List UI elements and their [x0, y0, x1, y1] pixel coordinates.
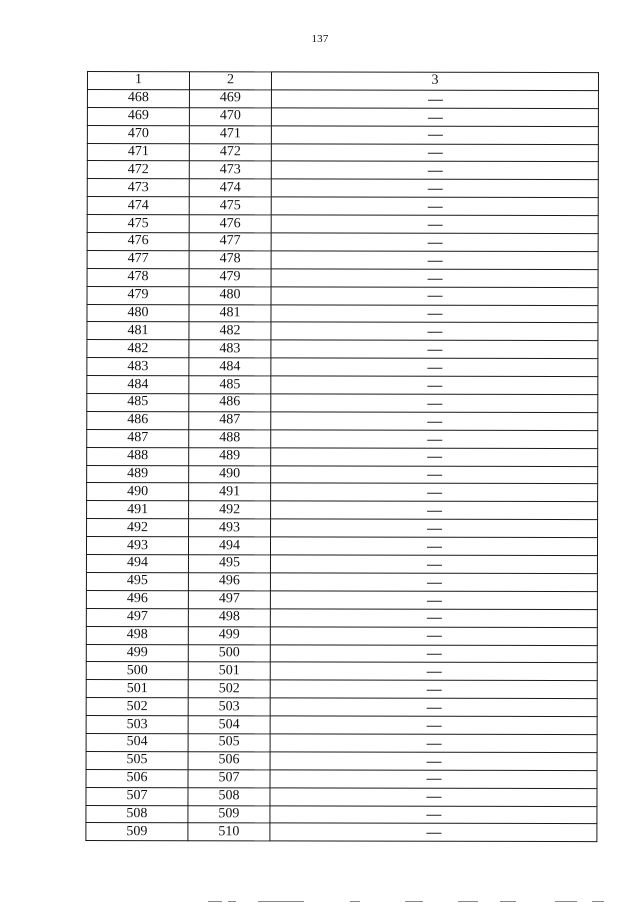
table-cell-col-2: 482	[189, 322, 271, 340]
dash-mark	[427, 511, 442, 512]
table-row	[86, 805, 597, 824]
table-cell-col-1: 507	[86, 787, 188, 805]
table-cell-col-3	[271, 90, 598, 109]
table-row	[87, 501, 598, 520]
dash-mark	[427, 547, 442, 548]
table-cell-col-1: 488	[87, 447, 189, 465]
table-cell-col-3	[271, 269, 598, 288]
table-cell-col-2: 492	[189, 501, 271, 519]
dash-mark	[426, 636, 441, 637]
table-cell-col-3	[270, 591, 597, 610]
table-cell-col-3	[270, 555, 597, 574]
table-row	[86, 823, 597, 842]
dash-mark	[427, 421, 442, 422]
dash-mark	[427, 242, 442, 243]
table-row	[86, 590, 597, 609]
dash-mark	[427, 153, 442, 154]
table-cell-col-1: 468	[87, 89, 189, 107]
table-cell-col-1: 509	[86, 823, 188, 841]
table-cell-col-2: 501	[188, 662, 270, 680]
table-cell-col-1: 477	[87, 250, 189, 268]
table-cell-col-1: 483	[87, 358, 189, 376]
table-cell-col-3	[270, 626, 597, 645]
dash-mark	[427, 296, 442, 297]
table-cell-col-3	[271, 108, 598, 127]
table-cell-col-2: 476	[189, 215, 271, 233]
dash-mark	[426, 761, 441, 762]
table-cell-col-1: 476	[87, 233, 189, 251]
table-cell-col-1: 493	[86, 537, 188, 555]
table-row	[86, 698, 597, 717]
table-cell-col-3	[271, 161, 598, 180]
table-row	[87, 107, 598, 126]
table-cell-col-3	[270, 662, 597, 681]
table-cell-col-1: 479	[87, 286, 189, 304]
table-cell-col-1: 508	[86, 805, 188, 823]
table-row	[87, 250, 598, 269]
table-row	[87, 286, 598, 305]
table-cell-col-2: 504	[188, 716, 270, 734]
table-cell-col-1: 503	[86, 716, 188, 734]
dash-mark	[426, 672, 441, 673]
table-row	[87, 483, 598, 502]
table-header-row	[87, 72, 598, 91]
table-cell-col-3	[271, 394, 598, 413]
table-cell-col-1: 505	[86, 751, 188, 769]
table-cell-col-3	[270, 788, 597, 807]
dash-mark	[427, 403, 442, 404]
table-cell-col-3	[271, 251, 598, 270]
table-row	[87, 197, 598, 216]
table-row	[87, 179, 598, 198]
table-row	[87, 322, 598, 341]
table-row	[87, 358, 598, 377]
table-cell-col-3	[271, 448, 598, 467]
table-row	[86, 787, 597, 806]
table-header	[87, 72, 598, 91]
table-row	[86, 644, 597, 663]
table-cell-col-1: 471	[87, 143, 189, 161]
table-cell-col-3	[271, 519, 598, 538]
dash-mark	[427, 457, 442, 458]
dash-mark	[427, 332, 442, 333]
table-cell-col-2: 507	[188, 769, 270, 787]
table-cell-col-2: 489	[189, 447, 271, 465]
table-row	[86, 537, 597, 556]
table-row	[87, 304, 598, 323]
table-cell-col-2: 498	[188, 608, 270, 626]
table-cell-col-1: 485	[87, 394, 189, 412]
dash-mark	[427, 314, 442, 315]
table-cell-col-3	[271, 483, 598, 502]
table-cell-col-2: 480	[189, 286, 271, 304]
table-cell-col-2: 500	[188, 644, 270, 662]
table-cell-col-3	[270, 609, 597, 628]
table-row	[87, 519, 598, 538]
table-cell-col-3	[271, 340, 598, 359]
table-row	[86, 716, 597, 735]
table-row	[86, 733, 597, 752]
table-cell-col-3	[271, 358, 598, 377]
table-cell-col-2: 499	[188, 626, 270, 644]
table-cell-col-1: 484	[87, 376, 189, 394]
dash-mark	[426, 815, 441, 816]
table-cell-col-2: 510	[188, 823, 270, 841]
table-cell-col-3	[270, 734, 597, 753]
table-cell-col-1: 481	[87, 322, 189, 340]
dash-mark	[427, 260, 442, 261]
table-cell-col-2: 486	[189, 394, 271, 412]
table-cell-col-3	[271, 376, 598, 395]
table-cell-col-2: 505	[188, 734, 270, 752]
table-row	[87, 340, 598, 359]
table-row	[87, 233, 598, 252]
dash-mark	[427, 99, 442, 100]
table-cell-col-2: 474	[189, 179, 271, 197]
table-cell-col-1: 498	[86, 626, 188, 644]
table-row	[87, 411, 598, 430]
dash-mark	[426, 618, 441, 619]
dash-mark	[427, 368, 442, 369]
table-row	[87, 125, 598, 144]
column-header-2: 2	[189, 72, 271, 90]
table-cell-col-2: 502	[188, 680, 270, 698]
table-cell-col-1: 482	[87, 340, 189, 358]
dash-mark	[427, 475, 442, 476]
table-cell-col-1: 469	[87, 107, 189, 125]
table-cell-col-3	[270, 823, 597, 842]
table-cell-col-2: 479	[189, 269, 271, 287]
dash-mark	[426, 725, 441, 726]
table-cell-col-1: 470	[87, 125, 189, 143]
table-cell-col-2: 491	[189, 483, 271, 501]
table-cell-col-1: 480	[87, 304, 189, 322]
table-cell-col-2: 475	[189, 197, 271, 215]
table-cell-col-2: 471	[189, 125, 271, 143]
table-cell-col-1: 489	[87, 465, 189, 483]
table-row	[87, 268, 598, 287]
dash-mark	[426, 564, 441, 565]
table-cell-col-1: 504	[86, 733, 188, 751]
table-cell-col-1: 502	[86, 698, 188, 716]
dash-mark	[427, 529, 442, 530]
table-cell-col-1: 497	[86, 608, 188, 626]
table-cell-col-1: 472	[87, 161, 189, 179]
scan-artifact	[200, 899, 630, 905]
table-cell-col-3	[271, 197, 598, 216]
table-body	[86, 89, 599, 841]
column-header-1: 1	[87, 72, 189, 90]
dash-mark	[427, 117, 442, 118]
table-cell-col-2: 473	[189, 161, 271, 179]
table-row	[86, 680, 597, 699]
table-cell-col-3	[271, 126, 598, 145]
table-cell-col-1: 495	[86, 572, 188, 590]
table-row	[87, 465, 598, 484]
table-cell-col-3	[270, 716, 597, 735]
table-cell-col-3	[271, 322, 598, 341]
table-cell-col-3	[271, 233, 598, 252]
table-cell-col-3	[270, 698, 597, 717]
table-cell-col-3	[271, 465, 598, 484]
table-cell-col-3	[271, 179, 598, 198]
table-cell-col-2: 493	[189, 519, 271, 537]
table-cell-col-3	[271, 215, 598, 234]
dash-mark	[426, 779, 441, 780]
table-row	[86, 662, 597, 681]
table-cell-col-2: 478	[189, 251, 271, 269]
table-cell-col-3	[270, 752, 597, 771]
table-row	[86, 572, 597, 591]
table-cell-col-3	[270, 770, 597, 789]
table-cell-col-3	[270, 805, 597, 824]
table-cell-col-2: 494	[188, 537, 270, 555]
table-row	[87, 89, 598, 108]
table-row	[87, 376, 598, 395]
table-cell-col-1: 478	[87, 268, 189, 286]
data-table-wrapper	[85, 71, 598, 842]
dash-mark	[426, 833, 441, 834]
dash-mark	[426, 582, 441, 583]
table-row	[86, 751, 597, 770]
table-cell-col-2: 503	[188, 698, 270, 716]
table-cell-col-2: 509	[188, 805, 270, 823]
dash-mark	[427, 350, 442, 351]
dash-mark	[427, 439, 442, 440]
table-row	[87, 394, 598, 413]
table-cell-col-2: 487	[189, 412, 271, 430]
dash-mark	[427, 225, 442, 226]
table-cell-col-2: 506	[188, 752, 270, 770]
table-cell-col-1: 475	[87, 215, 189, 233]
table-cell-col-2: 470	[189, 107, 271, 125]
dash-mark	[426, 743, 441, 744]
column-header-3: 3	[271, 72, 598, 91]
table-cell-col-3	[271, 412, 598, 431]
table-cell-col-3	[270, 573, 597, 592]
table-row	[86, 608, 597, 627]
dash-mark	[427, 386, 442, 387]
dash-mark	[426, 708, 441, 709]
table-cell-col-3	[271, 143, 598, 162]
table-cell-col-3	[270, 680, 597, 699]
table-row	[87, 161, 598, 180]
dash-mark	[426, 654, 441, 655]
table-row	[86, 769, 597, 788]
table-row	[86, 555, 597, 574]
table-cell-col-1: 501	[86, 680, 188, 698]
table-row	[87, 143, 598, 162]
dash-mark	[427, 207, 442, 208]
dash-mark	[427, 278, 442, 279]
table-cell-col-1: 473	[87, 179, 189, 197]
dash-mark	[427, 189, 442, 190]
table-cell-col-1: 496	[86, 590, 188, 608]
table-cell-col-1: 500	[86, 662, 188, 680]
table-cell-col-3	[271, 304, 598, 323]
dash-mark	[427, 171, 442, 172]
table-cell-col-3	[271, 501, 598, 520]
table-cell-col-1: 506	[86, 769, 188, 787]
table-cell-col-2: 497	[188, 591, 270, 609]
table-cell-col-2: 496	[188, 573, 270, 591]
data-table	[85, 71, 599, 842]
table-cell-col-1: 490	[87, 483, 189, 501]
page-number: 137	[311, 33, 329, 45]
table-cell-col-1: 499	[86, 644, 188, 662]
table-cell-col-3	[271, 430, 598, 449]
table-cell-col-2: 495	[188, 555, 270, 573]
table-cell-col-2: 485	[189, 376, 271, 394]
table-cell-col-1: 491	[87, 501, 189, 519]
table-cell-col-2: 488	[189, 430, 271, 448]
table-cell-col-2: 490	[189, 465, 271, 483]
table-cell-col-2: 481	[189, 304, 271, 322]
dash-mark	[426, 690, 441, 691]
table-cell-col-1: 487	[87, 429, 189, 447]
table-cell-col-3	[270, 644, 597, 663]
table-row	[87, 447, 598, 466]
table-cell-col-2: 472	[189, 143, 271, 161]
table-cell-col-2: 508	[188, 787, 270, 805]
table-cell-col-2: 483	[189, 340, 271, 358]
table-cell-col-2: 477	[189, 233, 271, 251]
table-cell-col-1: 492	[87, 519, 189, 537]
table-cell-col-3	[271, 287, 598, 306]
dash-mark	[427, 493, 442, 494]
table-cell-col-3	[270, 537, 597, 556]
dash-mark	[426, 600, 441, 601]
dash-mark	[427, 135, 442, 136]
table-cell-col-2: 469	[189, 90, 271, 108]
table-cell-col-2: 484	[189, 358, 271, 376]
table-cell-col-1: 494	[86, 555, 188, 573]
dash-mark	[426, 797, 441, 798]
table-cell-col-1: 474	[87, 197, 189, 215]
table-cell-col-1: 486	[87, 411, 189, 429]
table-row	[86, 626, 597, 645]
table-row	[87, 215, 598, 234]
table-row	[87, 429, 598, 448]
